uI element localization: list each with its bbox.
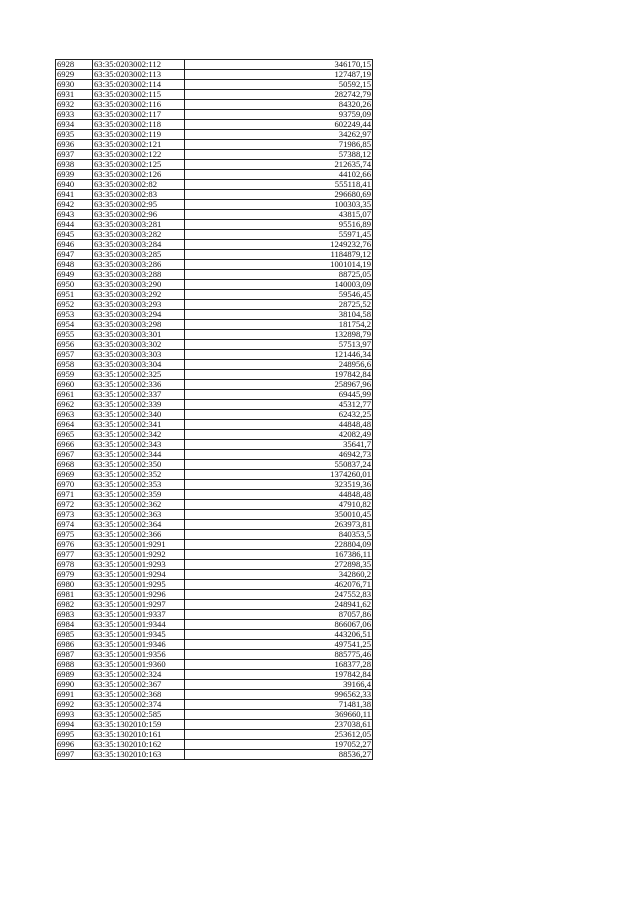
table-row	[56, 730, 373, 740]
table-row	[56, 230, 373, 240]
cadastral-number-cell: 63:35:0203003:303	[93, 350, 185, 360]
cadastral-number-cell: 63:35:0203003:301	[93, 330, 185, 340]
cadastral-value-cell: 35641,7	[185, 440, 373, 450]
row-number-cell: 6954	[56, 320, 93, 330]
row-number-cell: 6980	[56, 580, 93, 590]
row-number-cell: 6988	[56, 660, 93, 670]
table-row	[56, 740, 373, 750]
table-row	[56, 170, 373, 180]
row-number-cell: 6970	[56, 480, 93, 490]
row-number-cell: 6945	[56, 230, 93, 240]
cadastral-number-cell: 63:35:1205002:366	[93, 530, 185, 540]
row-number-cell: 6959	[56, 370, 93, 380]
cadastral-number-cell: 63:35:1205002:341	[93, 420, 185, 430]
cadastral-value-cell: 50592,15	[185, 80, 373, 90]
table-row	[56, 360, 373, 370]
row-number-cell: 6929	[56, 70, 93, 80]
cadastral-value-cell: 282742,79	[185, 90, 373, 100]
row-number-cell: 6992	[56, 700, 93, 710]
row-number-cell: 6951	[56, 290, 93, 300]
row-number-cell: 6958	[56, 360, 93, 370]
cadastral-number-cell: 63:35:1302010:159	[93, 720, 185, 730]
cadastral-value-cell: 228804,09	[185, 540, 373, 550]
cadastral-value-cell: 93759,09	[185, 110, 373, 120]
cadastral-value-cell: 168377,28	[185, 660, 373, 670]
row-number-cell: 6972	[56, 500, 93, 510]
cadastral-number-cell: 63:35:1205001:9346	[93, 640, 185, 650]
row-number-cell: 6962	[56, 400, 93, 410]
row-number-cell: 6928	[56, 60, 93, 70]
row-number-cell: 6985	[56, 630, 93, 640]
cadastral-value-cell: 43815,07	[185, 210, 373, 220]
cadastral-value-cell: 88725,05	[185, 270, 373, 280]
row-number-cell: 6937	[56, 150, 93, 160]
cadastral-value-cell: 996562,33	[185, 690, 373, 700]
table-row	[56, 420, 373, 430]
cadastral-value-cell: 1249232,76	[185, 240, 373, 250]
cadastral-number-cell: 63:35:1205002:325	[93, 370, 185, 380]
cadastral-value-cell: 45312,77	[185, 400, 373, 410]
cadastral-number-cell: 63:35:1205002:344	[93, 450, 185, 460]
row-number-cell: 6940	[56, 180, 93, 190]
cadastral-number-cell: 63:35:1205002:362	[93, 500, 185, 510]
table-row	[56, 450, 373, 460]
cadastral-value-cell: 253612,05	[185, 730, 373, 740]
cadastral-value-cell: 84320,26	[185, 100, 373, 110]
table-row	[56, 60, 373, 70]
cadastral-value-cell: 296680,69	[185, 190, 373, 200]
cadastral-value-cell: 71481,38	[185, 700, 373, 710]
cadastral-value-cell: 866067,06	[185, 620, 373, 630]
cadastral-number-cell: 63:35:1205002:342	[93, 430, 185, 440]
cadastral-number-cell: 63:35:0203002:126	[93, 170, 185, 180]
cadastral-number-cell: 63:35:0203002:115	[93, 90, 185, 100]
cadastral-value-cell: 57388,12	[185, 150, 373, 160]
cadastral-number-cell: 63:35:0203003:285	[93, 250, 185, 260]
table-row	[56, 720, 373, 730]
cadastral-number-cell: 63:35:0203003:284	[93, 240, 185, 250]
cadastral-value-cell: 346170,15	[185, 60, 373, 70]
table-row	[56, 130, 373, 140]
cadastral-value-cell: 248941,62	[185, 600, 373, 610]
row-number-cell: 6964	[56, 420, 93, 430]
table-row	[56, 590, 373, 600]
cadastral-number-cell: 63:35:1205002:350	[93, 460, 185, 470]
table-row	[56, 620, 373, 630]
cadastral-value-cell: 121446,34	[185, 350, 373, 360]
cadastral-number-cell: 63:35:1205001:9296	[93, 590, 185, 600]
cadastral-number-cell: 63:35:1302010:162	[93, 740, 185, 750]
cadastral-value-cell: 167386,11	[185, 550, 373, 560]
cadastral-number-cell: 63:35:1205002:585	[93, 710, 185, 720]
cadastral-value-cell: 42082,49	[185, 430, 373, 440]
cadastral-number-cell: 63:35:0203003:290	[93, 280, 185, 290]
cadastral-number-cell: 63:35:1205002:343	[93, 440, 185, 450]
row-number-cell: 6973	[56, 510, 93, 520]
table-row	[56, 300, 373, 310]
table-row	[56, 410, 373, 420]
cadastral-value-cell: 840353,5	[185, 530, 373, 540]
table-row	[56, 550, 373, 560]
row-number-cell: 6930	[56, 80, 93, 90]
cadastral-value-cell: 197052,27	[185, 740, 373, 750]
cadastral-value-cell: 28725,52	[185, 300, 373, 310]
table-row	[56, 80, 373, 90]
row-number-cell: 6960	[56, 380, 93, 390]
cadastral-value-cell: 100303,35	[185, 200, 373, 210]
row-number-cell: 6935	[56, 130, 93, 140]
cadastral-number-cell: 63:35:1302010:163	[93, 750, 185, 760]
table-row	[56, 330, 373, 340]
table-row	[56, 160, 373, 170]
cadastral-number-cell: 63:35:0203002:118	[93, 120, 185, 130]
table-row	[56, 440, 373, 450]
cadastral-number-cell: 63:35:0203002:125	[93, 160, 185, 170]
table-row	[56, 150, 373, 160]
row-number-cell: 6961	[56, 390, 93, 400]
table-row	[56, 110, 373, 120]
cadastral-number-cell: 63:35:0203003:288	[93, 270, 185, 280]
table-row	[56, 570, 373, 580]
table-row	[56, 380, 373, 390]
cadastral-value-cell: 62432,25	[185, 410, 373, 420]
cadastral-number-cell: 63:35:0203003:302	[93, 340, 185, 350]
cadastral-value-cell: 197842,84	[185, 370, 373, 380]
table-row	[56, 470, 373, 480]
row-number-cell: 6997	[56, 750, 93, 760]
table-row	[56, 690, 373, 700]
row-number-cell: 6938	[56, 160, 93, 170]
cadastral-number-cell: 63:35:1205001:9294	[93, 570, 185, 580]
cadastral-value-cell: 350010,45	[185, 510, 373, 520]
cadastral-number-cell: 63:35:0203002:83	[93, 190, 185, 200]
cadastral-number-cell: 63:35:0203002:112	[93, 60, 185, 70]
table-row	[56, 340, 373, 350]
row-number-cell: 6948	[56, 260, 93, 270]
cadastral-value-cell: 1374260,01	[185, 470, 373, 480]
row-number-cell: 6963	[56, 410, 93, 420]
cadastral-number-cell: 63:35:0203002:121	[93, 140, 185, 150]
table-row	[56, 210, 373, 220]
row-number-cell: 6943	[56, 210, 93, 220]
cadastral-number-cell: 63:35:1205001:9345	[93, 630, 185, 640]
cadastral-value-cell: 127487,19	[185, 70, 373, 80]
cadastral-number-cell: 63:35:1205001:9292	[93, 550, 185, 560]
row-number-cell: 6978	[56, 560, 93, 570]
cadastral-value-cell: 369660,11	[185, 710, 373, 720]
cadastral-value-cell: 44102,66	[185, 170, 373, 180]
cadastral-value-cell: 263973,81	[185, 520, 373, 530]
row-number-cell: 6995	[56, 730, 93, 740]
row-number-cell: 6991	[56, 690, 93, 700]
cadastral-value-cell: 55971,45	[185, 230, 373, 240]
cadastral-number-cell: 63:35:0203003:286	[93, 260, 185, 270]
table-row	[56, 580, 373, 590]
cadastral-number-cell: 63:35:0203002:117	[93, 110, 185, 120]
table-row	[56, 370, 373, 380]
cadastral-number-cell: 63:35:0203002:116	[93, 100, 185, 110]
row-number-cell: 6968	[56, 460, 93, 470]
table-row	[56, 630, 373, 640]
table-row	[56, 390, 373, 400]
row-number-cell: 6966	[56, 440, 93, 450]
cadastral-value-cell: 272898,35	[185, 560, 373, 570]
table-row	[56, 700, 373, 710]
row-number-cell: 6931	[56, 90, 93, 100]
cadastral-value-cell: 342860,2	[185, 570, 373, 580]
table-row	[56, 650, 373, 660]
cadastral-value-cell: 212635,74	[185, 160, 373, 170]
cadastral-value-cell: 197842,84	[185, 670, 373, 680]
row-number-cell: 6994	[56, 720, 93, 730]
row-number-cell: 6989	[56, 670, 93, 680]
table-row	[56, 480, 373, 490]
cadastral-value-cell: 602249,44	[185, 120, 373, 130]
cadastral-number-cell: 63:35:0203003:281	[93, 220, 185, 230]
cadastral-value-cell: 34262,97	[185, 130, 373, 140]
cadastral-number-cell: 63:35:0203002:122	[93, 150, 185, 160]
cadastral-value-cell: 132898,79	[185, 330, 373, 340]
table-row	[56, 670, 373, 680]
cadastral-number-cell: 63:35:0203002:96	[93, 210, 185, 220]
row-number-cell: 6933	[56, 110, 93, 120]
cadastral-value-table	[55, 59, 373, 760]
table-row	[56, 190, 373, 200]
row-number-cell: 6939	[56, 170, 93, 180]
cadastral-value-cell: 885775,46	[185, 650, 373, 660]
cadastral-number-cell: 63:35:0203003:282	[93, 230, 185, 240]
cadastral-value-cell: 47910,82	[185, 500, 373, 510]
table-row	[56, 610, 373, 620]
cadastral-value-cell: 248956,6	[185, 360, 373, 370]
cadastral-number-cell: 63:35:0203002:82	[93, 180, 185, 190]
table-row	[56, 140, 373, 150]
table-row	[56, 280, 373, 290]
table-row	[56, 240, 373, 250]
cadastral-value-cell: 71986,85	[185, 140, 373, 150]
cadastral-value-cell: 59546,45	[185, 290, 373, 300]
table-row	[56, 70, 373, 80]
cadastral-number-cell: 63:35:1205001:9337	[93, 610, 185, 620]
row-number-cell: 6982	[56, 600, 93, 610]
table-row	[56, 560, 373, 570]
cadastral-value-cell: 57513,97	[185, 340, 373, 350]
cadastral-number-cell: 63:35:1205002:352	[93, 470, 185, 480]
cadastral-number-cell: 63:35:1205002:368	[93, 690, 185, 700]
cadastral-number-cell: 63:35:0203003:304	[93, 360, 185, 370]
row-number-cell: 6936	[56, 140, 93, 150]
table-body	[56, 60, 373, 760]
table-row	[56, 430, 373, 440]
cadastral-number-cell: 63:35:1205001:9295	[93, 580, 185, 590]
table-row	[56, 640, 373, 650]
row-number-cell: 6942	[56, 200, 93, 210]
cadastral-number-cell: 63:35:0203002:114	[93, 80, 185, 90]
cadastral-number-cell: 63:35:1205002:363	[93, 510, 185, 520]
row-number-cell: 6934	[56, 120, 93, 130]
row-number-cell: 6986	[56, 640, 93, 650]
cadastral-number-cell: 63:35:1302010:161	[93, 730, 185, 740]
table-row	[56, 260, 373, 270]
row-number-cell: 6944	[56, 220, 93, 230]
cadastral-number-cell: 63:35:1205002:353	[93, 480, 185, 490]
row-number-cell: 6967	[56, 450, 93, 460]
cadastral-number-cell: 63:35:0203003:293	[93, 300, 185, 310]
cadastral-value-cell: 258967,96	[185, 380, 373, 390]
row-number-cell: 6932	[56, 100, 93, 110]
row-number-cell: 6981	[56, 590, 93, 600]
table-row	[56, 680, 373, 690]
row-number-cell: 6993	[56, 710, 93, 720]
table-row	[56, 250, 373, 260]
table-row	[56, 660, 373, 670]
row-number-cell: 6996	[56, 740, 93, 750]
cadastral-value-cell: 69445,99	[185, 390, 373, 400]
row-number-cell: 6956	[56, 340, 93, 350]
cadastral-value-cell: 462076,71	[185, 580, 373, 590]
table-row	[56, 400, 373, 410]
cadastral-number-cell: 63:35:1205001:9297	[93, 600, 185, 610]
cadastral-value-cell: 181754,2	[185, 320, 373, 330]
cadastral-value-cell: 323519,36	[185, 480, 373, 490]
row-number-cell: 6965	[56, 430, 93, 440]
cadastral-number-cell: 63:35:1205002:337	[93, 390, 185, 400]
cadastral-value-cell: 1001014,19	[185, 260, 373, 270]
cadastral-value-cell: 555118,41	[185, 180, 373, 190]
cadastral-number-cell: 63:35:1205001:9291	[93, 540, 185, 550]
table-row	[56, 100, 373, 110]
cadastral-number-cell: 63:35:1205002:336	[93, 380, 185, 390]
cadastral-value-cell: 237038,61	[185, 720, 373, 730]
cadastral-number-cell: 63:35:0203002:119	[93, 130, 185, 140]
cadastral-value-cell: 443206,51	[185, 630, 373, 640]
row-number-cell: 6957	[56, 350, 93, 360]
cadastral-value-cell: 87057,86	[185, 610, 373, 620]
table-row	[56, 490, 373, 500]
row-number-cell: 6941	[56, 190, 93, 200]
table-row	[56, 500, 373, 510]
row-number-cell: 6949	[56, 270, 93, 280]
table-row	[56, 600, 373, 610]
cadastral-number-cell: 63:35:1205002:364	[93, 520, 185, 530]
cadastral-value-cell: 88536,27	[185, 750, 373, 760]
cadastral-number-cell: 63:35:1205002:359	[93, 490, 185, 500]
cadastral-value-cell: 140003,09	[185, 280, 373, 290]
cadastral-number-cell: 63:35:1205002:324	[93, 670, 185, 680]
table-row	[56, 510, 373, 520]
table-row	[56, 750, 373, 760]
table-row	[56, 710, 373, 720]
row-number-cell: 6950	[56, 280, 93, 290]
row-number-cell: 6975	[56, 530, 93, 540]
table-row	[56, 120, 373, 130]
cadastral-number-cell: 63:35:0203003:292	[93, 290, 185, 300]
row-number-cell: 6987	[56, 650, 93, 660]
cadastral-number-cell: 63:35:1205001:9344	[93, 620, 185, 630]
cadastral-number-cell: 63:35:0203003:294	[93, 310, 185, 320]
row-number-cell: 6955	[56, 330, 93, 340]
row-number-cell: 6969	[56, 470, 93, 480]
row-number-cell: 6952	[56, 300, 93, 310]
cadastral-value-cell: 46942,73	[185, 450, 373, 460]
row-number-cell: 6977	[56, 550, 93, 560]
cadastral-number-cell: 63:35:0203002:95	[93, 200, 185, 210]
cadastral-number-cell: 63:35:0203002:113	[93, 70, 185, 80]
cadastral-number-cell: 63:35:1205002:367	[93, 680, 185, 690]
row-number-cell: 6953	[56, 310, 93, 320]
cadastral-number-cell: 63:35:1205002:374	[93, 700, 185, 710]
row-number-cell: 6971	[56, 490, 93, 500]
row-number-cell: 6990	[56, 680, 93, 690]
cadastral-value-cell: 497541,25	[185, 640, 373, 650]
table-row	[56, 220, 373, 230]
table-row	[56, 460, 373, 470]
table-row	[56, 200, 373, 210]
cadastral-value-cell: 44848,48	[185, 490, 373, 500]
cadastral-value-cell: 1184879,12	[185, 250, 373, 260]
cadastral-number-cell: 63:35:1205002:340	[93, 410, 185, 420]
table-row	[56, 310, 373, 320]
cadastral-value-cell: 39166,4	[185, 680, 373, 690]
cadastral-number-cell: 63:35:1205001:9360	[93, 660, 185, 670]
row-number-cell: 6984	[56, 620, 93, 630]
row-number-cell: 6979	[56, 570, 93, 580]
cadastral-value-cell: 550837,24	[185, 460, 373, 470]
cadastral-number-cell: 63:35:1205002:339	[93, 400, 185, 410]
row-number-cell: 6947	[56, 250, 93, 260]
cadastral-number-cell: 63:35:0203003:298	[93, 320, 185, 330]
cadastral-number-cell: 63:35:1205001:9293	[93, 560, 185, 570]
row-number-cell: 6946	[56, 240, 93, 250]
row-number-cell: 6974	[56, 520, 93, 530]
cadastral-value-cell: 44848,48	[185, 420, 373, 430]
table-row	[56, 180, 373, 190]
row-number-cell: 6983	[56, 610, 93, 620]
table-row	[56, 520, 373, 530]
table-row	[56, 320, 373, 330]
table-row	[56, 90, 373, 100]
cadastral-value-cell: 95516,89	[185, 220, 373, 230]
row-number-cell: 6976	[56, 540, 93, 550]
table-row	[56, 270, 373, 280]
cadastral-value-cell: 38104,58	[185, 310, 373, 320]
table-row	[56, 290, 373, 300]
cadastral-value-cell: 247552,83	[185, 590, 373, 600]
cadastral-number-cell: 63:35:1205001:9356	[93, 650, 185, 660]
table-row	[56, 540, 373, 550]
table-row	[56, 530, 373, 540]
table-row	[56, 350, 373, 360]
